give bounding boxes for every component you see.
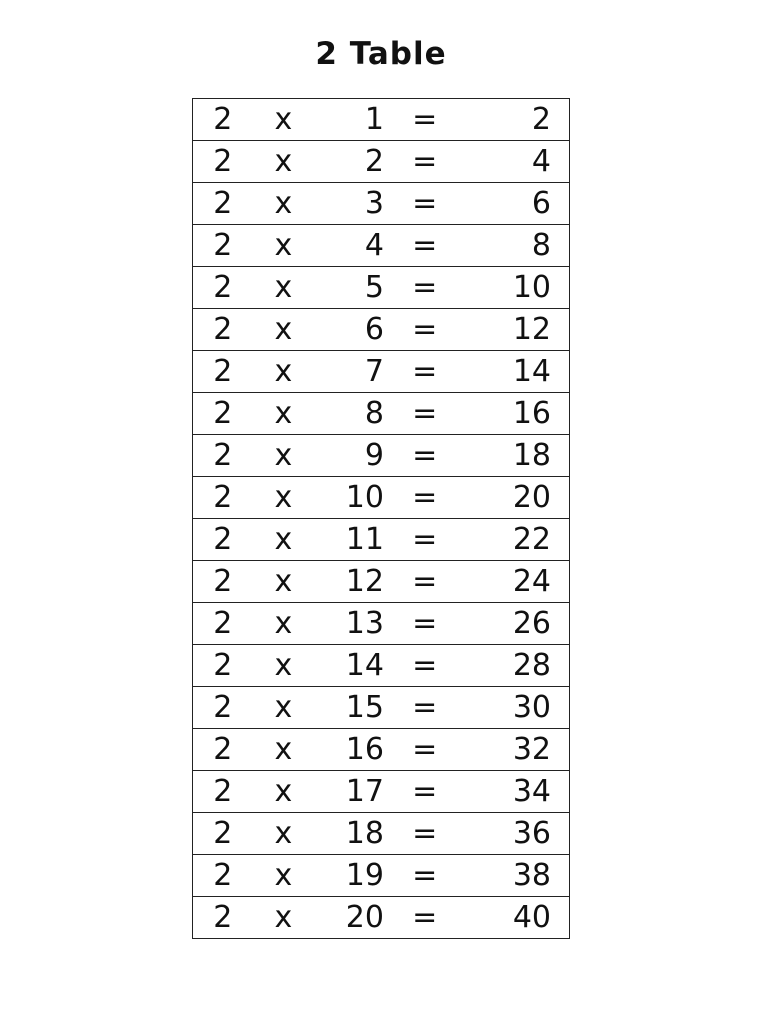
equals-sign-cell: = xyxy=(384,561,465,603)
multiplier-cell: 7 xyxy=(314,351,384,393)
multiplier-cell: 1 xyxy=(314,99,384,141)
equals-sign-cell: = xyxy=(384,519,465,561)
equals-sign-cell: = xyxy=(384,435,465,477)
multiplicand-cell: 2 xyxy=(193,267,253,309)
multiplier-cell: 17 xyxy=(314,771,384,813)
product-cell: 8 xyxy=(465,225,569,267)
multiplicand-cell: 2 xyxy=(193,687,253,729)
table-row xyxy=(193,687,570,729)
multiplicand-cell: 2 xyxy=(193,183,253,225)
table-row xyxy=(193,897,570,939)
product-cell: 18 xyxy=(465,435,569,477)
multiplicand-cell: 2 xyxy=(193,99,253,141)
times-sign-cell: x xyxy=(253,267,315,309)
multiplicand-cell: 2 xyxy=(193,603,253,645)
table-row xyxy=(193,267,570,309)
times-sign-cell: x xyxy=(253,813,315,855)
product-cell: 32 xyxy=(465,729,569,771)
table-row xyxy=(193,393,570,435)
multiplier-cell: 16 xyxy=(314,729,384,771)
multiplier-cell: 9 xyxy=(314,435,384,477)
product-cell: 30 xyxy=(465,687,569,729)
equals-sign-cell: = xyxy=(384,267,465,309)
product-cell: 22 xyxy=(465,519,569,561)
multiplicand-cell: 2 xyxy=(193,729,253,771)
product-cell: 40 xyxy=(512,900,551,935)
equals-sign-cell: = xyxy=(384,771,465,813)
times-sign-cell: x xyxy=(253,855,315,897)
equals-sign-cell: = xyxy=(384,183,465,225)
times-sign-cell: x xyxy=(253,771,315,813)
multiplicand-cell: 2 xyxy=(193,309,253,351)
table-row xyxy=(193,645,570,687)
times-sign-cell: x xyxy=(253,309,315,351)
multiplicand-cell: 2 xyxy=(193,645,253,687)
multiplier-cell: 11 xyxy=(314,519,384,561)
product-cell: 36 xyxy=(465,813,569,855)
table-row xyxy=(193,183,570,225)
table-row xyxy=(193,561,570,603)
times-sign-cell: x xyxy=(253,225,315,267)
table-row xyxy=(193,729,570,771)
product-cell: 24 xyxy=(465,561,569,603)
multiplicand-cell: 2 xyxy=(193,855,253,897)
multiplication-table xyxy=(192,98,570,939)
times-sign-cell: x xyxy=(253,477,315,519)
multiplicand-cell: 2 xyxy=(193,477,253,519)
multiplier-cell: 14 xyxy=(314,645,384,687)
equals-sign-cell: = xyxy=(384,645,465,687)
equals-sign-cell: = xyxy=(384,477,465,519)
product-cell: 16 xyxy=(465,393,569,435)
times-sign-cell: x xyxy=(253,519,315,561)
multiplicand-cell: 2 xyxy=(193,771,253,813)
times-sign-cell: x xyxy=(253,351,315,393)
table-row xyxy=(193,519,570,561)
table-row xyxy=(193,99,570,141)
product-cell: 2 xyxy=(465,99,569,141)
equals-sign-cell: = xyxy=(384,393,465,435)
times-sign-cell: x xyxy=(253,687,315,729)
multiplier-cell: 19 xyxy=(314,855,384,897)
table-row xyxy=(193,477,570,519)
product-cell: 14 xyxy=(465,351,569,393)
multiplicand-cell: 2 xyxy=(193,225,253,267)
multiplier-cell: 12 xyxy=(314,561,384,603)
product-cell: 4 xyxy=(465,141,569,183)
multiplier-cell: 8 xyxy=(314,393,384,435)
times-sign-cell: x xyxy=(253,99,315,141)
multiplicand-cell: 2 xyxy=(193,561,253,603)
multiplicand-cell: 2 xyxy=(193,435,253,477)
table-row xyxy=(193,309,570,351)
times-sign-cell: x xyxy=(253,435,315,477)
multiplicand-cell: 2 xyxy=(193,141,253,183)
multiplier-cell: 2 xyxy=(314,141,384,183)
equals-sign-cell: = xyxy=(384,309,465,351)
product-cell: 12 xyxy=(465,309,569,351)
multiplicand-cell: 2 xyxy=(193,519,253,561)
product-cell: 6 xyxy=(465,183,569,225)
times-sign-cell: x xyxy=(253,645,315,687)
table-row xyxy=(193,603,570,645)
equals-sign-cell: = xyxy=(384,687,465,729)
times-sign-cell: x xyxy=(253,603,315,645)
multiplier-cell: 20 xyxy=(345,900,384,935)
times-sign-cell: x xyxy=(253,561,315,603)
multiplicand-cell: 2 xyxy=(213,900,233,935)
product-cell: 34 xyxy=(465,771,569,813)
equals-sign-cell: = xyxy=(384,351,465,393)
multiplier-cell: 18 xyxy=(314,813,384,855)
table-row xyxy=(193,435,570,477)
product-cell: 10 xyxy=(465,267,569,309)
equals-sign-cell: = xyxy=(384,855,465,897)
multiplier-cell: 10 xyxy=(314,477,384,519)
product-cell: 26 xyxy=(465,603,569,645)
multiplicand-cell: 2 xyxy=(193,813,253,855)
table-row xyxy=(193,813,570,855)
multiplicand-cell: 2 xyxy=(193,351,253,393)
multiplier-cell: 5 xyxy=(314,267,384,309)
table-row xyxy=(193,771,570,813)
times-sign-cell: x xyxy=(274,900,293,935)
times-sign-cell: x xyxy=(253,183,315,225)
multiplier-cell: 15 xyxy=(314,687,384,729)
multiplier-cell: 3 xyxy=(314,183,384,225)
multiplier-cell: 6 xyxy=(314,309,384,351)
table-row xyxy=(193,141,570,183)
multiplier-cell: 13 xyxy=(314,603,384,645)
table-row xyxy=(193,225,570,267)
multiplicand-cell: 2 xyxy=(193,393,253,435)
equals-sign-cell: = xyxy=(384,603,465,645)
equals-sign-cell: = xyxy=(384,729,465,771)
product-cell: 20 xyxy=(465,477,569,519)
table-row xyxy=(193,351,570,393)
product-cell: 28 xyxy=(465,645,569,687)
table-row xyxy=(193,855,570,897)
product-cell: 38 xyxy=(465,855,569,897)
equals-sign-cell: = xyxy=(384,813,465,855)
equals-sign-cell: = xyxy=(384,141,465,183)
table-body xyxy=(193,99,570,939)
times-sign-cell: x xyxy=(253,141,315,183)
equals-sign-cell: = xyxy=(384,225,465,267)
equals-sign-cell: = xyxy=(384,99,465,141)
multiplier-cell: 4 xyxy=(314,225,384,267)
equals-sign-cell: = xyxy=(412,900,438,935)
times-sign-cell: x xyxy=(253,729,315,771)
page-title: 2 Table xyxy=(315,36,447,72)
times-sign-cell: x xyxy=(253,393,315,435)
